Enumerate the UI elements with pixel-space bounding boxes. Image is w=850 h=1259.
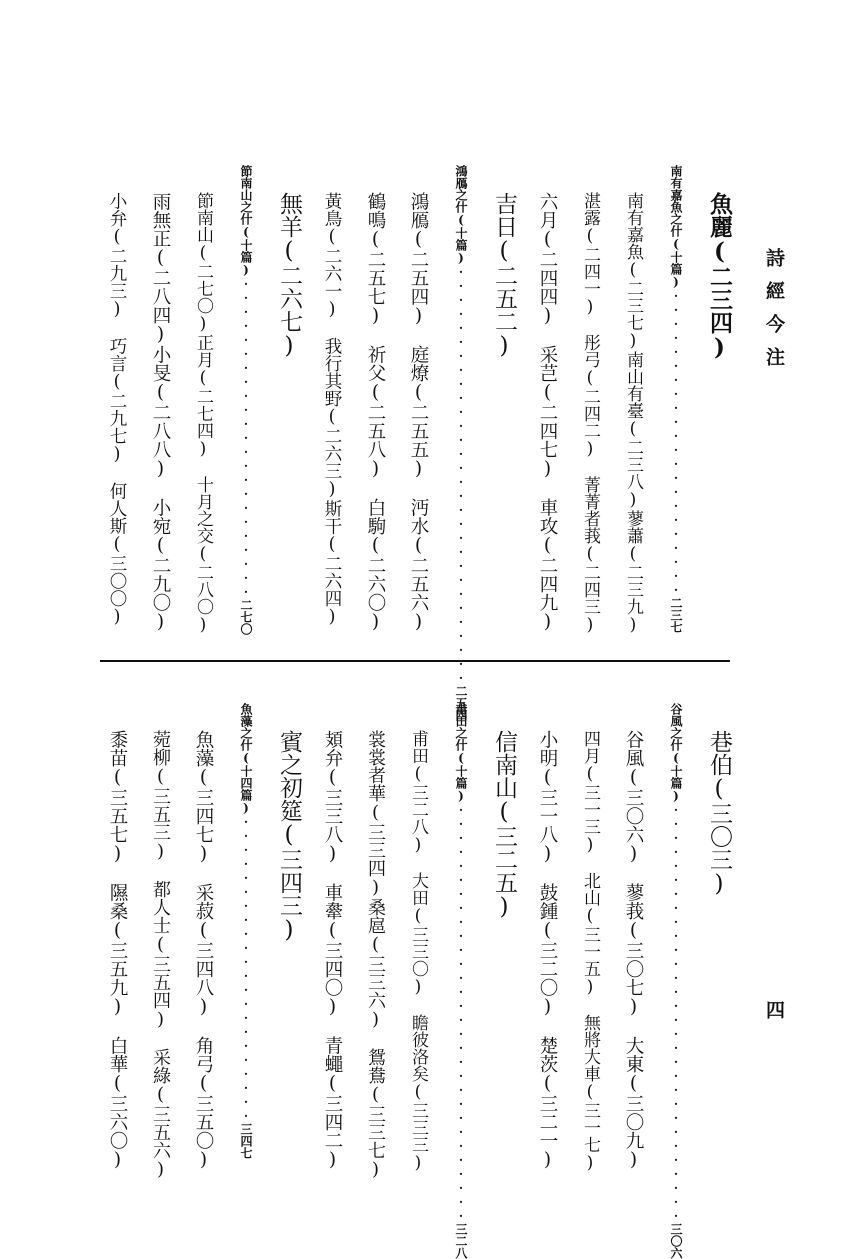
toc-column: 甫田(三二八) 大田(三三〇) 瞻彼洛矣(三三三) [408, 730, 428, 1173]
section-divider-line [100, 660, 730, 662]
toc-column: 小明(三一八) 鼓鍾(三二〇) 楚茨(三二一) [537, 730, 558, 1171]
toc-column: 湛露(二四一) 彤弓(二四二) 菁菁者莪(二四三) [580, 192, 600, 635]
toc-column: 節南山(二七〇)正月(二七四) 十月之交(二八〇) [193, 192, 213, 635]
toc-column: 賓之初筵(三四三) [276, 730, 302, 943]
page-number: 四 [763, 1000, 785, 1019]
toc-column: 魚麗(二三四) [706, 192, 733, 361]
toc-column: 信南山(三二五) [491, 730, 517, 920]
toc-section-heading: 節南山之什(十篇)·······················二七〇 [239, 165, 253, 635]
toc-section-heading: 甫田之什(十篇)······························三二八 [454, 703, 468, 1259]
toc-column: 巷伯(三〇三) [706, 730, 732, 897]
running-head-title: 詩經今注 [763, 248, 785, 380]
toc-column: 四月(三一三) 北山(三一五) 無將大車(三一七) [580, 730, 600, 1173]
toc-column: 谷風(三〇六) 蓼莪(三〇七) 大東(三〇九) [623, 730, 644, 1171]
toc-section-heading: 南有嘉魚之什(十篇)······················二三七 [669, 165, 683, 633]
toc-column: 南有嘉魚(二三七)南山有臺(二三八)蓼蕭(二三九) [623, 192, 643, 635]
toc-section-heading: 鴻鴈之什(十篇)······························二五四 [454, 165, 468, 721]
toc-column: 吉日(二五二) [491, 192, 517, 359]
toc-column: 裳裳者華(三三四)桑扈(三三六) 鴛鴦(三三七) [365, 730, 386, 1180]
toc-column: 頍弁(三三八) 車舝(三四〇) 青蠅(三四二) [322, 730, 343, 1171]
toc-column: 菀柳(三五三) 都人士(三五四) 采綠(三五六) [150, 730, 171, 1180]
toc-column: 六月(二四四) 采芑(二四七) 車攻(二四九) [537, 192, 558, 633]
toc-column: 小弁(二九三) 巧言(二九七) 何人斯(三〇〇) [107, 192, 127, 627]
toc-column: 鴻鴈(二五四) 庭燎(二五五) 沔水(二五六) [408, 192, 429, 633]
toc-column: 魚藻(三四七) 采菽(三四八) 角弓(三五〇) [193, 730, 214, 1171]
toc-section-heading: 魚藻之什(十四篇)······················三四七 [239, 703, 253, 1159]
toc-column: 黃鳥(二六一) 我行其野(二六三)斯干(二六四) [322, 192, 342, 627]
toc-column: 鶴鳴(二五七) 祈父(二五八) 白駒(二六〇) [365, 192, 386, 633]
toc-column: 無羊(二六七) [276, 192, 302, 359]
toc-section-heading: 谷風之什(十篇)······························三〇六 [669, 703, 683, 1259]
toc-column: 雨無正(二八四)小旻(二八八) 小宛(二九〇) [150, 192, 171, 633]
toc-column: 黍苗(三五七) 隰桑(三五九) 白華(三六〇) [107, 730, 128, 1171]
